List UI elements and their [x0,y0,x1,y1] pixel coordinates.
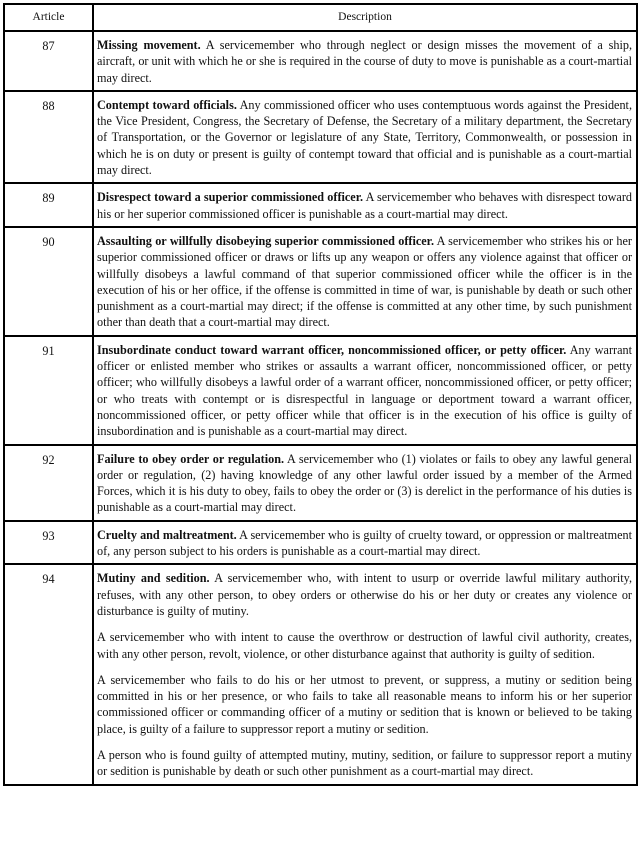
description-text: A servicemember who fails to do his or her utmost to prevent, or suppress, a mutiny or sedition being committed in his or her presence, or who fails to take all reasonable means to inform his or her superior commissioned officer or commanding officer of a mutiny or sedition that is known or believed to be taking place, is guilty of a failure to suppressor report a mutiny or sedition. [97,672,632,736]
description-paragraph [97,527,632,560]
description-text: A servicemember who strikes his or her superior commissioned officer or draws or lifts up any weapon or offers any violence against that officer or willfully disobeys a lawful command of that superior commissioned officer while the officer is in the execution of his or her office, if the offense is committed in time of war, is punishable by death or such other punishment as a court-martial may direct; if the offense is committed at any other time, by such punishment other than death that a court-martial may direct. [97,233,632,330]
description-text: A servicemember who, with intent to usurp or override lawful military authority, refuses, with any other person, to obey orders or otherwise do his or her duty or creates any violence or disturbance is guilty of mutiny. [97,571,632,618]
header-row [4,4,637,31]
article-title: Assaulting or willfully disobeying superior commissioned officer. [97,233,435,248]
article-description [93,445,637,521]
article-description [93,564,637,784]
article-description [93,521,637,565]
article-description [93,183,637,227]
article-title: Contempt toward officials. [97,97,237,112]
description-paragraph [97,189,632,222]
description-paragraph [97,672,632,737]
article-description [93,227,637,336]
article-number: 87 [4,31,93,91]
article-description [93,91,637,183]
description-text: A servicemember who is guilty of cruelty toward, or oppression or maltreatment of, any person subject to his orders is punishable as a court-martial may direct. [97,527,632,559]
table-row [4,91,637,183]
description-paragraph [97,451,632,516]
article-title: Missing movement. [97,38,201,52]
description-paragraph [97,629,632,662]
article-number: 88 [4,91,93,183]
article-description [93,336,637,445]
description-text: A servicemember who with intent to cause the overthrow or destruction of lawful civil authority, creates, with any other person, revolt, violence, or other disturbance against that authority is guilty of sedition. [97,630,632,661]
table-body [4,31,637,785]
description-text: Any warrant officer or enlisted member who strikes or assaults a warrant officer, noncommissioned officer, or petty officer; who willfully disobeys a lawful order of a warrant officer, noncommissioned officer, or petty officer; or who treats with contempt or is disrespectful in language or deportment toward a warrant officer, noncommissioned officer, or petty officer while that officer is in the execution of his office is guilty of insubordination and is punishable as a court-martial may direct. [97,342,632,439]
article-title: Disrespect toward a superior commissioned officer. [97,190,364,205]
article-title: Failure to obey order or regulation. [97,451,285,466]
table-row [4,227,637,336]
description-text: A servicemember who (1) violates or fails to obey any lawful general order or regulation, (2) having knowledge of any other lawful order issued by a member of the Armed Forces, which it is his duty to obey, fails to obey the order or (3) is derelict in the performance of his duties is punishable as a court-martial may direct. [97,451,632,515]
description-paragraph [97,37,632,86]
article-title: Mutiny and sedition. [97,571,210,586]
description-paragraph [97,233,632,331]
article-number: 94 [4,564,93,784]
table-row [4,521,637,565]
article-number: 91 [4,336,93,445]
description-text: Any commissioned officer who uses contemptuous words against the President, the Vice President, Congress, the Secretary of Defense, the Secretary of a military department, the Secretary of Transportation, or the Governor or legislature of any State, Territory, Commonwealth, or possession in which he is on duty or present is guilty of contempt toward that official and is punishable as a court-martial may direct. [97,97,632,178]
article-number: 90 [4,227,93,336]
column-header-description: Description [93,4,637,31]
column-header-article: Article [4,4,93,31]
table-row [4,336,637,445]
article-number: 93 [4,521,93,565]
article-title: Cruelty and maltreatment. [97,527,237,542]
article-number: 89 [4,183,93,227]
articles-table [3,3,638,786]
description-text: A person who is found guilty of attempted mutiny, mutiny, sedition, or failure to suppressor report a mutiny or sedition is punishable by death or such other punishment as a court-martial may direct. [97,747,632,779]
table-row [4,31,637,91]
article-description [93,31,637,91]
description-paragraph [97,97,632,178]
table-row [4,445,637,521]
article-number: 92 [4,445,93,521]
description-paragraph [97,342,632,440]
description-paragraph [97,747,632,780]
table-row [4,183,637,227]
description-text: A servicemember who through neglect or design misses the movement of a ship, aircraft, or unit with which he or she is required in the course of duty to move is punishable as a court-martial may direct. [97,38,632,85]
article-title: Insubordinate conduct toward warrant officer, noncommissioned officer, or petty officer. [97,342,567,357]
description-text: A servicemember who behaves with disrespect toward his or her superior commissioned officer is punishable as a court-martial may direct. [97,190,632,221]
table-row [4,564,637,784]
description-paragraph [97,570,632,619]
